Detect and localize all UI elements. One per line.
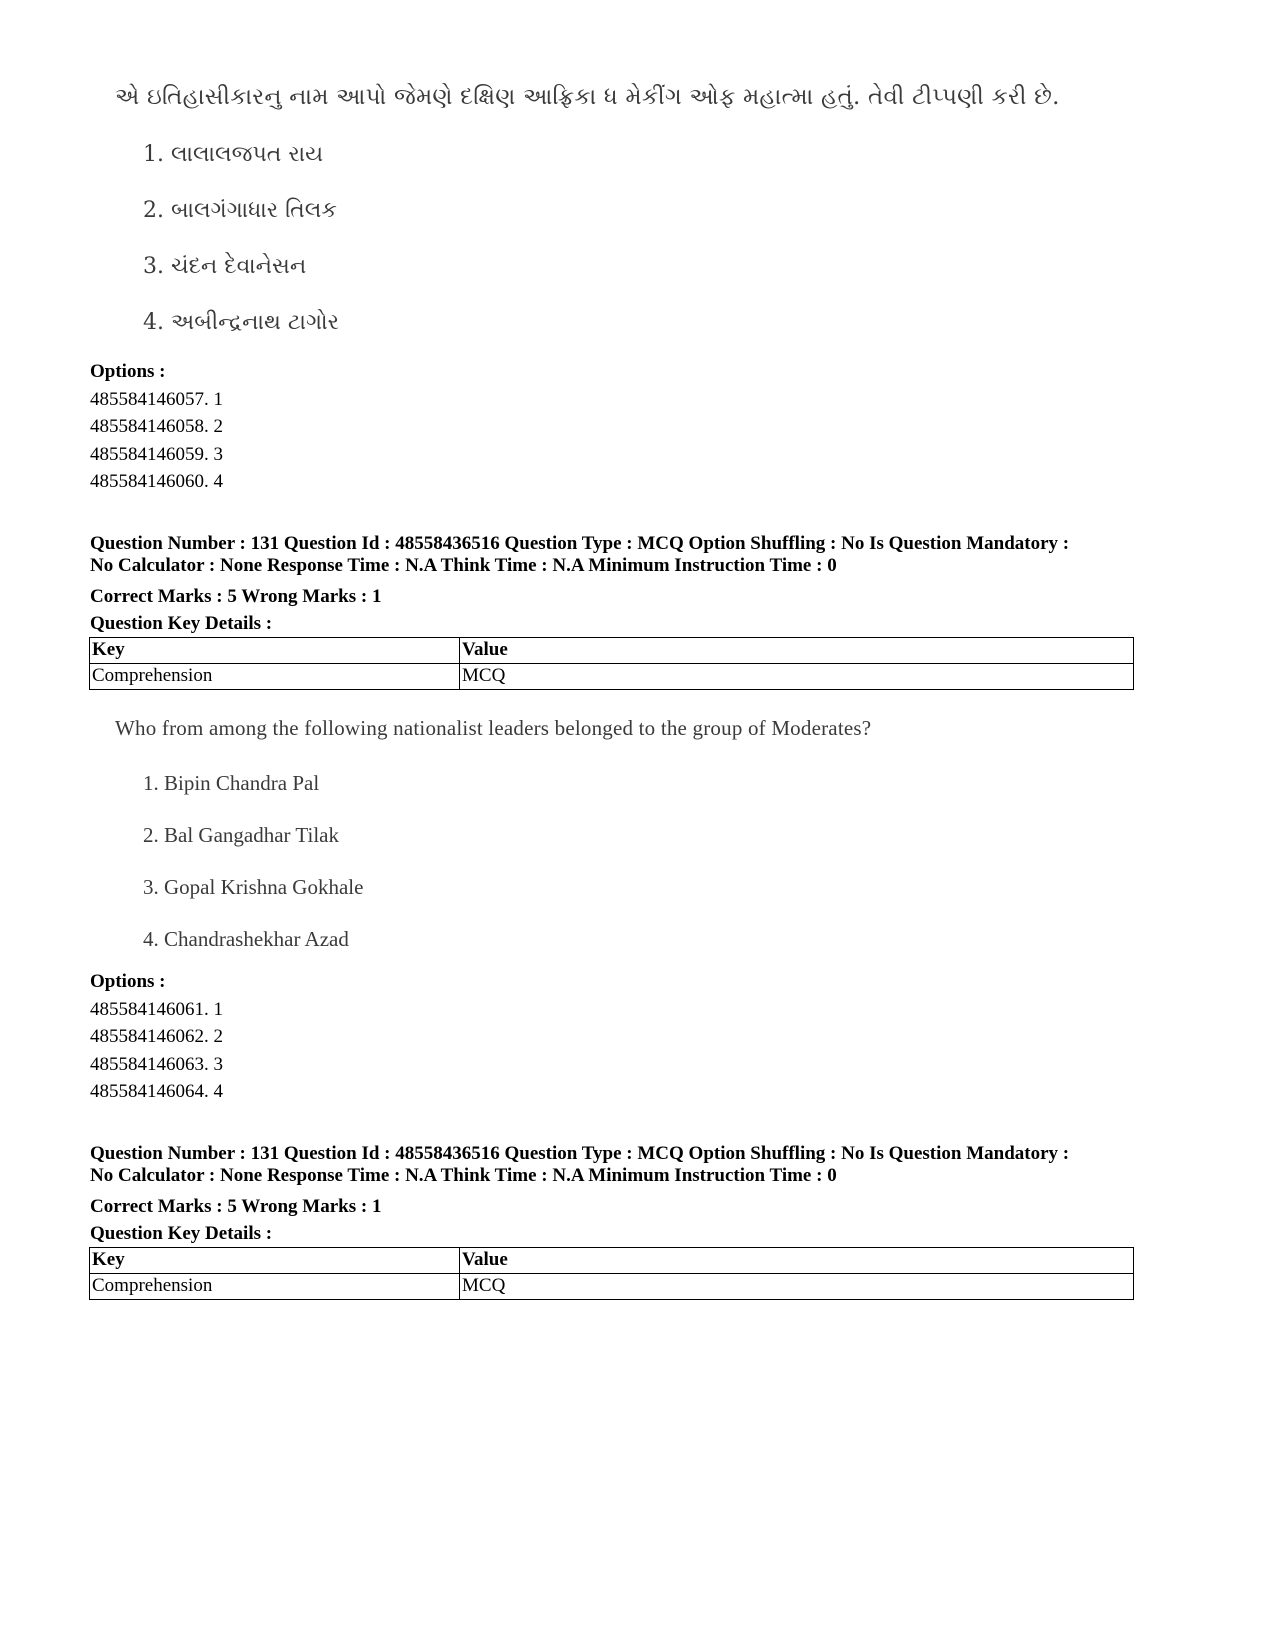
table-cell: Comprehension [90, 664, 460, 690]
question-choice: 4. Chandrashekhar Azad [143, 927, 349, 951]
table-cell: Comprehension [90, 1274, 460, 1300]
question-meta-line: No Calculator : None Response Time : N.A Think Time : N.A Minimum Instruction Time : 0 [90, 555, 837, 576]
options-label: Options : [90, 971, 166, 992]
option-item: 485584146058. 2 [90, 416, 223, 437]
table-cell: MCQ [460, 1274, 1134, 1300]
options-list [90, 358, 223, 496]
question-meta-line: Question Number : 131 Question Id : 48558436516 Question Type : MCQ Option Shuffling : No Is Question Mandatory : [90, 1143, 1070, 1164]
table-header-cell: Key [90, 1248, 460, 1274]
question-stem: Who from among the following nationalist leaders belonged to the group of Moderates? [115, 716, 872, 740]
key-details-table [89, 637, 1134, 690]
table-row [90, 1274, 1134, 1300]
question-meta-line: Question Number : 131 Question Id : 48558436516 Question Type : MCQ Option Shuffling : No Is Question Mandatory : [90, 533, 1070, 554]
key-details-heading: Question Key Details : [90, 613, 273, 634]
key-details-heading: Question Key Details : [90, 1223, 273, 1244]
table-cell: MCQ [460, 664, 1134, 690]
table-header-cell: Value [460, 1248, 1134, 1274]
option-item: 485584146061. 1 [90, 998, 223, 1020]
table-row [90, 664, 1134, 690]
marks-line: Correct Marks : 5 Wrong Marks : 1 [90, 1196, 382, 1217]
table-header-cell: Key [90, 638, 460, 664]
question-choice: 1. લાલાલજપત રાય [143, 142, 324, 167]
option-item: 485584146064. 4 [90, 1081, 223, 1102]
options-list [90, 968, 223, 1106]
question-meta [90, 1143, 1135, 1247]
question-choice: 4. અબીન્દ્રનાથ ટાગોર [143, 310, 339, 335]
question-meta [90, 533, 1135, 637]
question-choice: 3. Gopal Krishna Gokhale [143, 875, 364, 899]
table-header-row [90, 638, 1134, 664]
options-label: Options : [90, 361, 166, 382]
key-details-table [89, 1247, 1134, 1300]
table-header-cell: Value [460, 638, 1134, 664]
question-choice: 3. ચંદન દેવાનેસન [143, 254, 307, 279]
question-choice: 2. બાલગંગાધાર તિલક [143, 198, 337, 223]
question-image-gujarati [115, 84, 1060, 364]
question-meta-line: No Calculator : None Response Time : N.A Think Time : N.A Minimum Instruction Time : 0 [90, 1165, 837, 1186]
option-item: 485584146057. 1 [90, 388, 223, 410]
option-item: 485584146060. 4 [90, 471, 223, 492]
table-header-row [90, 1248, 1134, 1274]
question-choice: 2. Bal Gangadhar Tilak [143, 823, 339, 847]
question-stem: એ ઇતિહાસીકારનુ નામ આપો જેમણે દક્ષિણ આફ્રિકા ધ મેકીંગ ઓફ મહાત્મા હતું. તેવી ટીપ્પણી કરી છે. [115, 84, 1060, 110]
option-item: 485584146059. 3 [90, 443, 223, 465]
question-choice: 1. Bipin Chandra Pal [143, 771, 320, 795]
marks-line: Correct Marks : 5 Wrong Marks : 1 [90, 586, 382, 607]
question-image-english [115, 716, 871, 977]
option-item: 485584146062. 2 [90, 1026, 223, 1047]
option-item: 485584146063. 3 [90, 1053, 223, 1075]
